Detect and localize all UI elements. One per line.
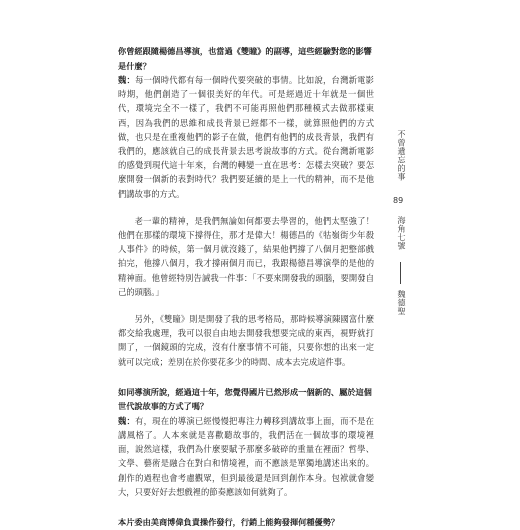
paragraph-gap [118, 299, 374, 312]
page-number: 89 [393, 196, 404, 205]
author-name: 魏德聖 [397, 290, 406, 316]
speaker-label: 魏： [118, 415, 136, 426]
main-text-column [118, 44, 374, 530]
answer-2-text: 有，現在的導演已經慢慢把專注力轉移到講故事上面，而不是在講風格了。人本來就是喜歡聽故事的，我們活在一個故事的環境裡面，說然這樣，我們為什麼要賦予那麼多破碎的重量在裡面？哲學、文學、藝術是融合在對白和情境裡，而不應該是單獨地講述出來的。創作的過程也會考慮觀眾，但到最後還是回到創作本身。包袱就會變大，只要好好去想戲裡的節奏應該如何就夠了。 [118, 415, 374, 497]
chapter-title: 海角七號 [397, 216, 406, 250]
question-2: 如同導演所說，經過這十年，您覺得國片已然形成一個新的、屬於這個世代說故事的方式了嗎？ [118, 386, 372, 412]
paragraph-gap [118, 201, 374, 214]
answer-2 [118, 414, 374, 499]
question-1: 你曾經跟隨楊德昌導演，也當過《雙瞳》的副導，這些經驗對您的影響是什麼？ [118, 46, 372, 71]
paragraph-gap [118, 499, 374, 515]
answer-1 [118, 73, 374, 201]
paragraph-2: 老一輩的精神，是我們無論如何都要去學習的，他們太堅強了！他們在那樣的環境下撐得住，那才是偉大！楊德昌的《牯嶺街少年殺人事件》的時候，第一個月就沒錢了，結果他們撐了八個月把整部戲拍完，他撐八個月，我才撐兩個月而已，我跟楊德昌導演學的是他的精神面。他曾經特別告誡我一件事：「不要來開發我的頭腦，要開發自己的頭腦。」 [118, 215, 374, 297]
speaker-label: 魏： [118, 75, 136, 85]
divider-rule [400, 262, 401, 284]
running-head: 不曾遺忘的事 [397, 130, 406, 181]
question-3: 本片委由美商博偉負責操作發行，行銷上能夠發揮何種優勢？ [118, 517, 340, 528]
paragraph-3: 另外，《雙瞳》則是開發了我的思考格局，那時候導演陳國富什麼都交給我處理，我可以很自由地去開發我想要完成的東西，視野就打開了，一個鏡頭的完成，沒有什麼事情不可能，只要你想的出來一定就可以完成；差別在於你要花多少的時間、成本去完成這件事。 [118, 314, 374, 367]
answer-1-text: 每一個時代都有每一個時代要突破的事情。比如說，台灣新電影時期，他們創造了一個很美好的年代。可是經過近十年就是一個世代，環境完全不一樣了，我們不可能再照他們那種模式去做那樣東西，因為我們的思維和成長背景已經都不一樣，就算照他們的方式做，也只是在重複他們的影子在做，他們有他們的成長背景，我們有我們的，應該就自己的成長背景去思考說故事的方式。從台灣新電影的感覺到現代這十年來，台灣的轉變一直在思考：怎樣去突破？要怎麼開發一個新的表對時代？我們要延續的是上一代的精神，而不是他們講故事的方式。 [118, 75, 374, 199]
paragraph-gap [118, 369, 374, 385]
